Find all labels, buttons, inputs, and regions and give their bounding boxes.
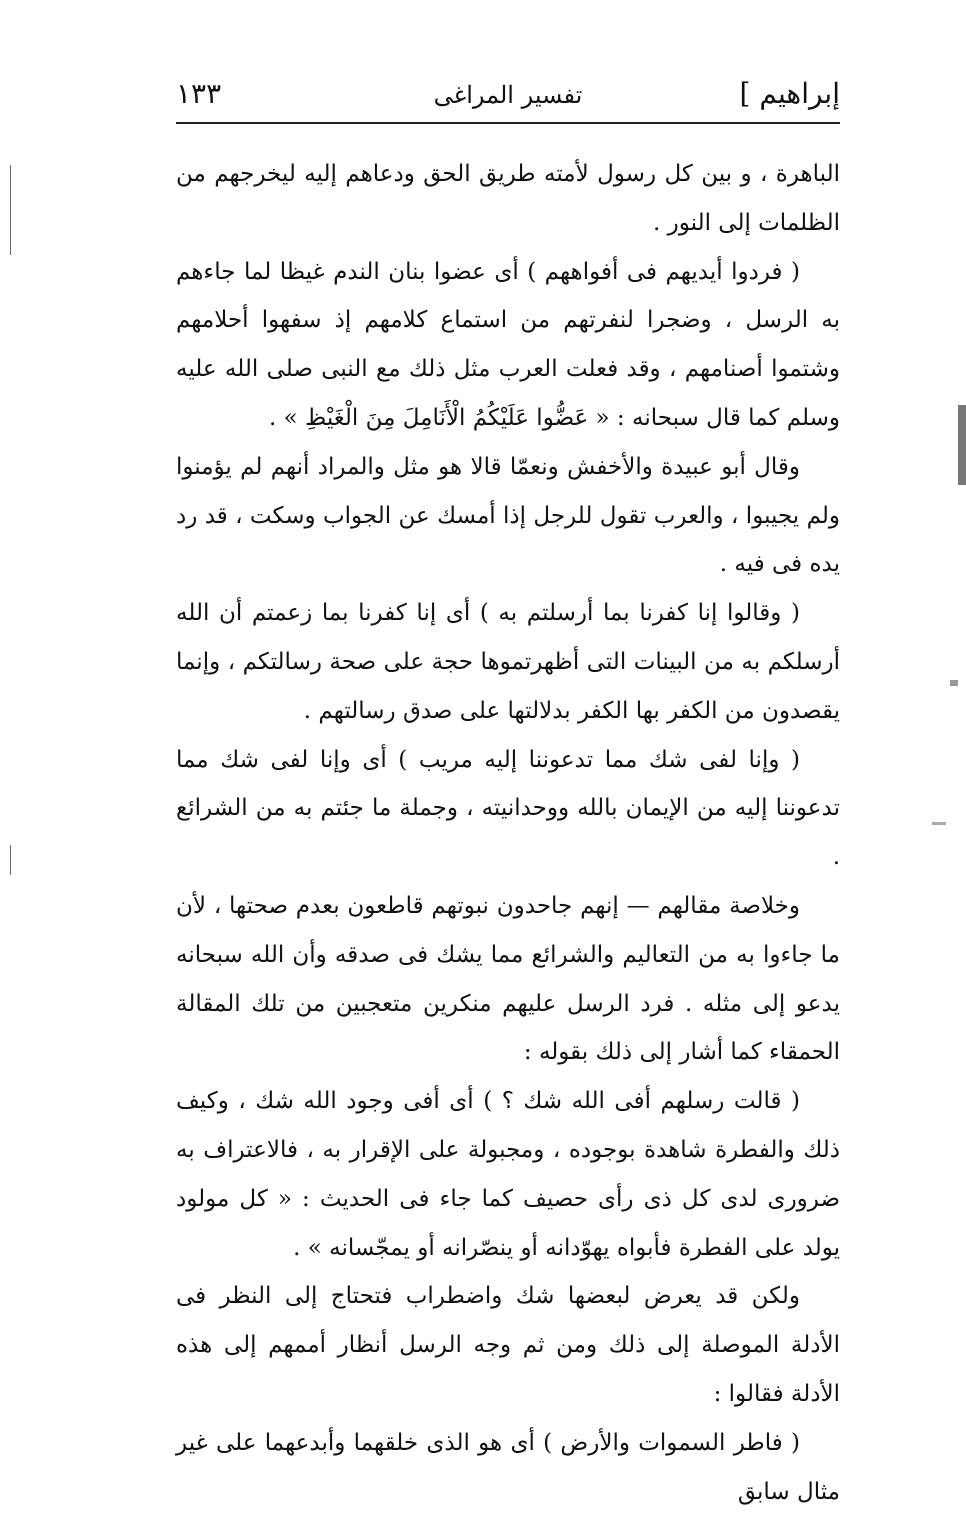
paragraph: ولكن قد يعرض لبعضها شك واضطراب فتحتاج إلى النظر فى الأدلة الموصلة إلى ذلك ومن ثم وجه الرسل أنظار أممهم إلى هذه الأدلة فقالوا : — [176, 1283, 840, 1407]
paragraph: ( وإنا لفى شك مما تدعوننا إليه مريب ) أى وإنا لفى شك مما تدعوننا إليه من الإيمان بالله ووحدانيته ، وجملة ما جئتم به من الشرائع . — [176, 746, 840, 871]
paragraph: الباهرة ، و بين كل رسول لأمته طريق الحق ودعاهم إليه ليخرجهم من الظلمات إلى النور . — [176, 161, 840, 236]
chapter-title: إبراهيم ] — [739, 77, 840, 110]
margin-line — [10, 165, 11, 255]
page-header — [176, 74, 840, 118]
paragraph: وقال أبو عبيدة والأخفش ونعمّا قالا هو مثل والمراد أنهم لم يؤمنوا ولم يجيبوا ، والعرب تقول للرجل إذا أمسك عن الجواب وسكت ، قد رد يده فى فيه . — [176, 453, 840, 578]
book-title: تفسير المراغى — [433, 81, 583, 109]
paragraph: ( قالت رسلهم أفى الله شك ؟ ) أى أفى وجود الله شك ، وكيف ذلك والفطرة شاهدة بوجوده ، ومجبولة على الإقرار به ، فالاعتراف به ضرورى لدى كل ذى رأى حصيف كما جاء فى الحديث : « كل مولود يولد على الفطرة فأبواه يهوّدانه أو ينصّرانه أو يمجّسانه » . — [176, 1088, 840, 1261]
edge-mark — [958, 405, 966, 485]
paragraph: ( فردوا أيديهم فى أفواههم ) أى عضوا بنان الندم غيظا لما جاءهم به الرسل ، وضجرا لنفرتهم من استماع كلامهم إذ سفهوا أحلامهم وشتموا أصنامهم ، وقد فعلت العرب مثل ذلك مع النبى صلى الله عليه وسلم كما قال سبحانه : « عَضُّوا عَلَيْكُمُ الْأَنَامِلَ مِنَ الْغَيْظِ » . — [176, 258, 840, 431]
margin-line — [10, 845, 11, 875]
paragraph: ( وقالوا إنا كفرنا بما أرسلتم به ) أى إنا كفرنا بما زعمتم أن الله أرسلكم به من البينات التى أظهرتموها حجة على صحة رسالتكم ، وإنما يقصدون من الكفر بها الكفر بدلالتها على صدق رسالتهم . — [176, 600, 840, 724]
body-text — [176, 150, 840, 1516]
paragraph: وخلاصة مقالهم — إنهم جاحدون نبوتهم قاطعون بعدم صحتها ، لأن ما جاءوا به من التعاليم والشرائع مما يشك فى صدقه وأن الله سبحانه يدعو إلى مثله . فرد الرسل عليهم منكرين متعجبين من تلك المقالة الحمقاء كما أشار إلى ذلك بقوله : — [176, 892, 840, 1066]
edge-mark — [932, 822, 946, 825]
edge-mark — [950, 680, 958, 686]
header-rule — [176, 122, 840, 124]
paragraph: ( فاطر السموات والأرض ) أى هو الذى خلقهما وأبدعهما على غير مثال سابق — [176, 1429, 840, 1505]
page-number: ١٣٣ — [176, 77, 222, 110]
